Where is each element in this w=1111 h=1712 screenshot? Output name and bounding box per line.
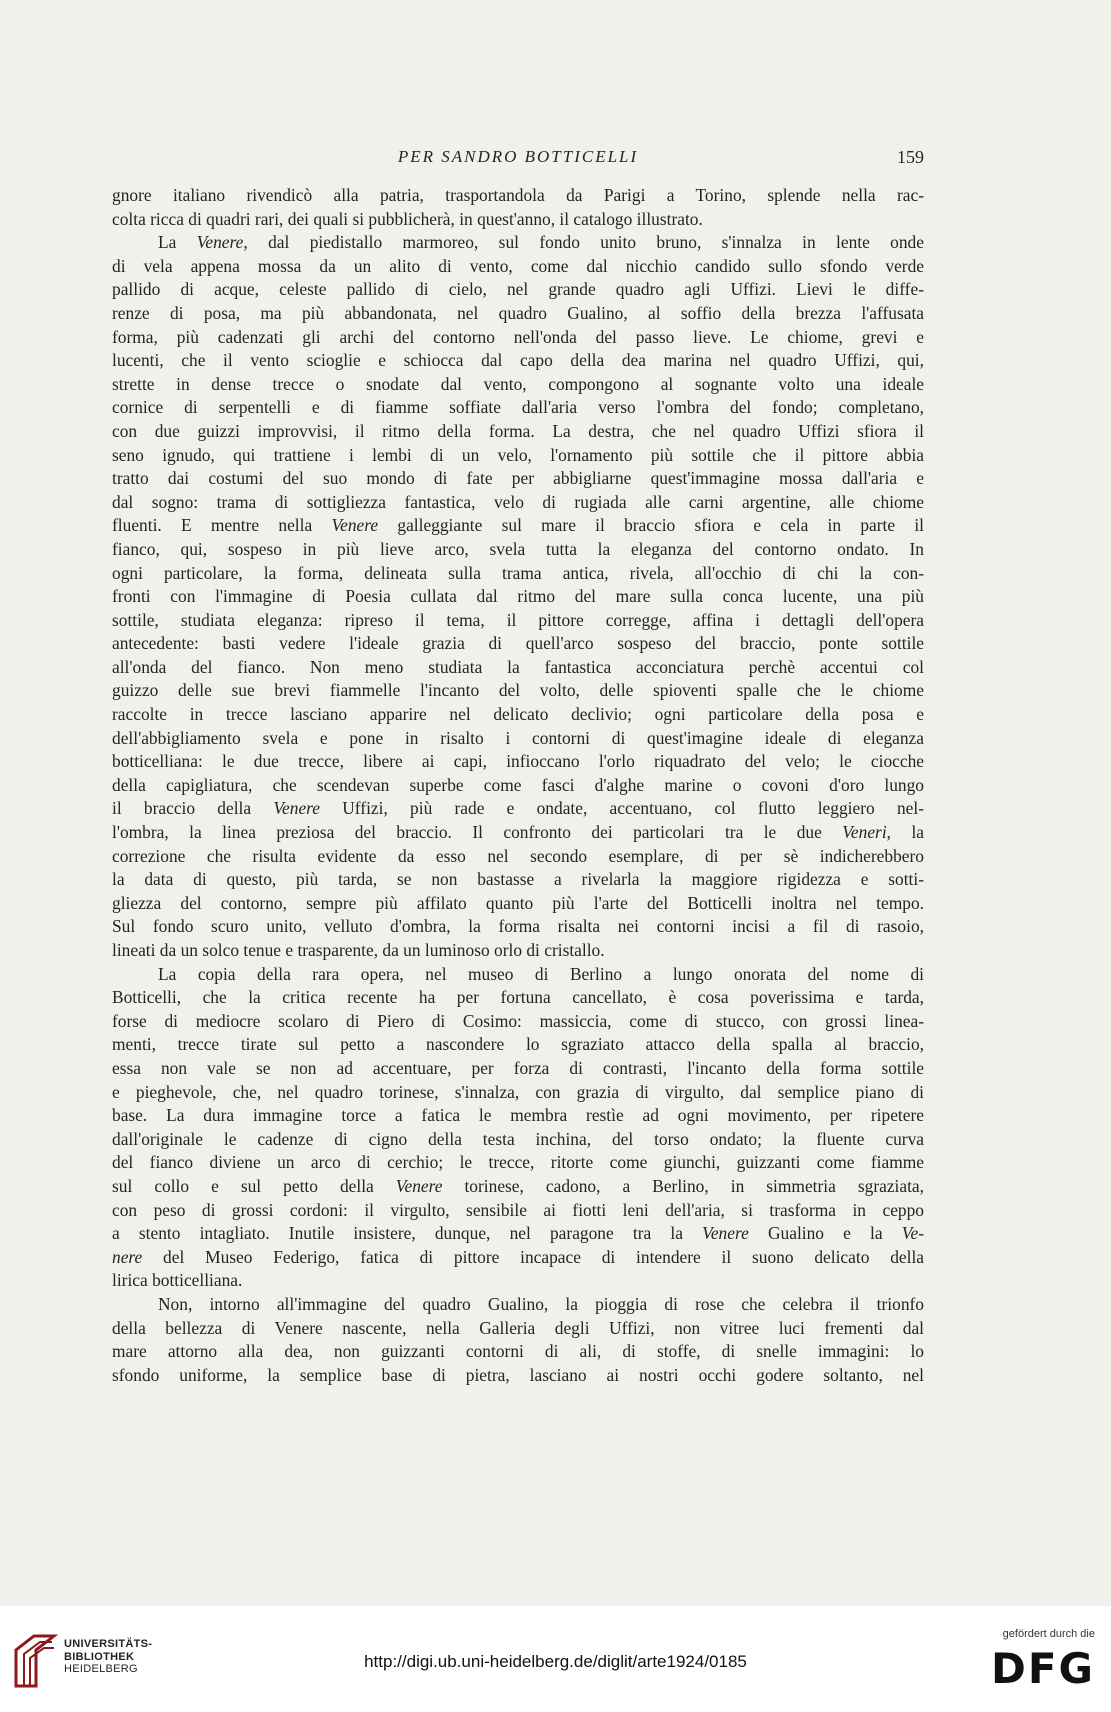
line-text: la data di questo, più tarda, se non bastasse a rivelarla la maggiore rigidezza e sotti- bbox=[112, 869, 924, 890]
line-text: fluenti. E mentre nella bbox=[112, 515, 332, 536]
line-text: raccolte in trecce lasciano apparire nel delicato declivio; ogni particolare della posa e bbox=[112, 704, 924, 725]
text-line bbox=[112, 1010, 924, 1034]
line-text: La bbox=[158, 232, 197, 253]
italic-title: Venere bbox=[273, 798, 321, 819]
text-line bbox=[112, 1269, 924, 1293]
line-text: gnore italiano rivendicò alla patria, trasportandola da Parigi a Torino, splende nella rac- bbox=[112, 185, 924, 205]
page-header bbox=[112, 145, 924, 171]
line-text: lucenti, che il vento scioglie e schiocca dal capo della dea marina nel quadro Uffizi, qui, bbox=[112, 350, 924, 371]
text-line bbox=[112, 255, 924, 279]
text-line bbox=[112, 1364, 924, 1388]
text-line bbox=[112, 821, 924, 845]
text-line bbox=[112, 679, 924, 703]
line-text: Non, intorno all'immagine del quadro Gualino, la pioggia di rose che celebra il trionfo bbox=[158, 1293, 924, 1314]
line-text: colta ricca di quadri rari, dei quali si pubblicherà, in quest'anno, il catalogo illustrato. bbox=[112, 208, 703, 229]
line-text: menti, trecce tirate sul petto a nascondere lo sgraziato attacco della spalla al braccio, bbox=[112, 1034, 924, 1055]
text-line bbox=[112, 302, 924, 326]
line-text: , la bbox=[886, 822, 924, 843]
text-line bbox=[112, 326, 924, 350]
text-line bbox=[112, 278, 924, 302]
italic-title: Veneri bbox=[842, 822, 887, 843]
line-text: con peso di grossi cordoni: il virgulto, sensibile ai fiotti leni dell'aria, si trasforma in ceppo bbox=[112, 1199, 924, 1220]
text-line bbox=[112, 1033, 924, 1057]
text-line bbox=[112, 1081, 924, 1105]
line-text: del fianco diviene un arco di cerchio; le trecce, ritorte come giunchi, guizzanti come fiamme bbox=[112, 1152, 924, 1173]
text-line bbox=[112, 373, 924, 397]
text-line bbox=[112, 491, 924, 515]
line-text: lirica botticelliana. bbox=[112, 1270, 243, 1291]
line-text: torinese, cadono, a Berlino, in simmetria sgraziata, bbox=[442, 1175, 924, 1196]
text-line bbox=[112, 1057, 924, 1081]
text-line bbox=[112, 184, 924, 208]
line-text: forma, più cadenzati gli archi del contorno nell'onda del passo lieve. Le chiome, grevi e bbox=[112, 326, 924, 347]
text-line bbox=[112, 1340, 924, 1364]
text-line bbox=[112, 467, 924, 491]
line-text: antecedente: basti vedere l'ideale grazia di quell'arco sospeso del braccio, ponte sottile bbox=[112, 633, 924, 654]
line-text: dal sogno: trama di sottigliezza fantastica, velo di rugiada alle carni argentine, alle chiome bbox=[112, 491, 924, 512]
line-text: essa non vale se non ad accentuare, per forza di contrasti, l'incanto della forma sottile bbox=[112, 1057, 924, 1078]
italic-title: Venere bbox=[331, 515, 379, 536]
italic-title: Ve- bbox=[901, 1223, 924, 1244]
text-line bbox=[112, 562, 924, 586]
text-line bbox=[112, 703, 924, 727]
line-text: pallido di acque, celeste pallido di cielo, nel grande quadro agli Uffizi. Lievi le diffe- bbox=[112, 279, 924, 300]
italic-title: Venere bbox=[196, 232, 244, 253]
text-line bbox=[112, 986, 924, 1010]
funded-by-label: gefördert durch die bbox=[1002, 1628, 1095, 1640]
text-line bbox=[112, 868, 924, 892]
text-line bbox=[112, 1175, 924, 1199]
digitization-footer bbox=[0, 1606, 1111, 1712]
text-line bbox=[112, 656, 924, 680]
line-text: strette in dense trecce o snodate dal vento, compongono al sognante volto una ideale bbox=[112, 373, 924, 394]
italic-title: Venere bbox=[395, 1175, 443, 1196]
line-text: Gualino e la bbox=[748, 1223, 902, 1244]
line-text: Uffizi, più rade e ondate, accentuano, col flutto leggiero nel- bbox=[320, 798, 924, 819]
line-text: seno ignudo, qui trattiene i lembi di un velo, l'ornamento più sottile che il pittore abbia bbox=[112, 444, 924, 465]
text-line bbox=[112, 585, 924, 609]
page-number: 159 bbox=[897, 147, 924, 167]
line-text: mare attorno alla dea, non guizzanti contorni di ali, di stoffe, di snelle immagini: lo bbox=[112, 1341, 924, 1362]
line-text: botticelliana: le due trecce, libere ai capi, infioccano l'orlo riquadrato del velo; le ciocche bbox=[112, 751, 924, 772]
line-text: gliezza del contorno, sempre più affilato quanto più l'arte del Botticelli inoltra nel tempo. bbox=[112, 892, 924, 913]
line-text: base. La dura immagine torce a fatica le membra restìe ad ogni movimento, per ripetere bbox=[112, 1105, 924, 1126]
text-line bbox=[112, 915, 924, 939]
line-text: ogni particolare, la forma, delineata sulla trama antica, rivela, all'occhio di chi la con- bbox=[112, 562, 924, 583]
text-line bbox=[112, 514, 924, 538]
line-text: La copia della rara opera, nel museo di Berlino a lungo onorata del nome di bbox=[158, 963, 924, 984]
text-line bbox=[112, 1222, 924, 1246]
text-line bbox=[112, 963, 924, 987]
line-text: a stento intagliato. Inutile insistere, dunque, nel paragone tra la bbox=[112, 1223, 703, 1244]
italic-title: nere bbox=[112, 1246, 143, 1267]
text-line bbox=[112, 1199, 924, 1223]
text-line bbox=[112, 1104, 924, 1128]
text-line bbox=[112, 1293, 924, 1317]
text-line bbox=[112, 632, 924, 656]
line-text: correzione che risulta evidente da esso nel secondo esemplare, di per sè indicherebbero bbox=[112, 845, 924, 866]
text-line bbox=[112, 349, 924, 373]
text-line bbox=[112, 396, 924, 420]
text-line bbox=[112, 1151, 924, 1175]
line-text: del Museo Federigo, fatica di pittore incapace di intendere il suono delicato della bbox=[142, 1246, 924, 1267]
source-url[interactable]: http://digi.ub.uni-heidelberg.de/diglit/arte1924/0185 bbox=[364, 1652, 747, 1671]
line-text: il braccio della bbox=[112, 798, 274, 819]
line-text: galleggiante sul mare il braccio sfiora e cela in parte il bbox=[378, 515, 924, 536]
dfg-logo: DFG bbox=[990, 1644, 1095, 1693]
text-line bbox=[112, 208, 924, 232]
text-line bbox=[112, 420, 924, 444]
line-text: lineati da un solco tenue e trasparente, da un luminoso orlo di cristallo. bbox=[112, 940, 605, 960]
text-line bbox=[112, 939, 924, 963]
line-text: cornice di serpentelli e di fiamme soffiate dall'aria verso l'ombra del fondo; completano, bbox=[112, 397, 924, 418]
text-line bbox=[112, 750, 924, 774]
text-line bbox=[112, 892, 924, 916]
body-text bbox=[112, 184, 924, 1387]
line-text: fronti con l'immagine di Poesia cullata dal ritmo del mare sulla conca lucente, una più bbox=[112, 586, 924, 607]
line-text: all'onda del fianco. Non meno studiata la fantastica acconciatura perchè accentui col bbox=[112, 656, 924, 677]
line-text: renze di posa, ma più abbandonata, nel quadro Gualino, al soffio della brezza l'affusata bbox=[112, 302, 924, 323]
line-text: sul collo e sul petto della bbox=[112, 1175, 396, 1196]
library-name: UNIVERSITÄTS- BIBLIOTHEK HEIDELBERG bbox=[64, 1638, 153, 1675]
line-text: con due guizzi improvvisi, il ritmo della forma. La destra, che nel quadro Uffizi sfiora il bbox=[112, 420, 924, 441]
text-line bbox=[112, 845, 924, 869]
text-line bbox=[112, 797, 924, 821]
running-title: PER SANDRO BOTTICELLI bbox=[397, 147, 639, 166]
line-text: forse di mediocre scolaro di Piero di Cosimo: massiccia, come di stucco, con grossi linea- bbox=[112, 1010, 924, 1031]
line-text: l'ombra, la linea preziosa del braccio. Il confronto dei particolari tra le due bbox=[112, 822, 843, 843]
line-text: Botticelli, che la critica recente ha per fortuna cancellato, è cosa poverissima e tarda, bbox=[112, 987, 924, 1008]
line-text: sfondo uniforme, la semplice base di pietra, lasciano ai nostri occhi godere soltanto, nel bbox=[112, 1364, 924, 1385]
text-line bbox=[112, 1128, 924, 1152]
text-line bbox=[112, 609, 924, 633]
line-text: della bellezza di Venere nascente, nella Galleria degli Uffizi, non vitree luci frementi dal bbox=[112, 1317, 924, 1338]
line-text: e pieghevole, che, nel quadro torinese, s'innalza, con grazia di virgulto, dal semplice piano di bbox=[112, 1081, 924, 1102]
line-text: della capigliatura, che scendevan superbe come fasci d'alghe marine o covoni d'oro lungo bbox=[112, 774, 924, 795]
text-line bbox=[112, 231, 924, 255]
line-text: dall'originale le cadenze di cigno della testa inchina, del torso ondato; la fluente curva bbox=[112, 1128, 924, 1149]
line-text: , dal piedistallo marmoreo, sul fondo unito bruno, s'innalza in lente onde bbox=[243, 232, 924, 253]
text-line bbox=[112, 1317, 924, 1341]
line-text: Sul fondo scuro unito, velluto d'ombra, la forma risalta nei contorni incisi a fil di rasoio, bbox=[112, 916, 924, 937]
italic-title: Venere bbox=[702, 1223, 749, 1244]
text-line bbox=[112, 774, 924, 798]
text-line bbox=[112, 1246, 924, 1270]
line-text: guizzo delle sue brevi fiammelle l'incanto del volto, delle spioventi spalle che le chiome bbox=[112, 680, 924, 701]
line-text: di vela appena mossa da un alito di vento, come dal nicchio candido sullo sfondo verde bbox=[112, 255, 924, 276]
line-text: dell'abbigliamento svela e pone in risalto i contorni di quest'imagine ideale di eleganza bbox=[112, 727, 924, 748]
text-line bbox=[112, 444, 924, 468]
line-text: fianco, qui, sospeso in più lieve arco, svela tutta la eleganza del contorno ondato. In bbox=[112, 538, 924, 559]
text-line bbox=[112, 538, 924, 562]
line-text: sottile, studiata eleganza: ripreso il tema, il pittore corregge, affina i dettagli dell'opera bbox=[112, 609, 924, 630]
line-text: tratto dai costumi del suo mondo di fate per abbigliarne quest'immagine mossa dall'aria e bbox=[112, 468, 924, 489]
text-line bbox=[112, 727, 924, 751]
